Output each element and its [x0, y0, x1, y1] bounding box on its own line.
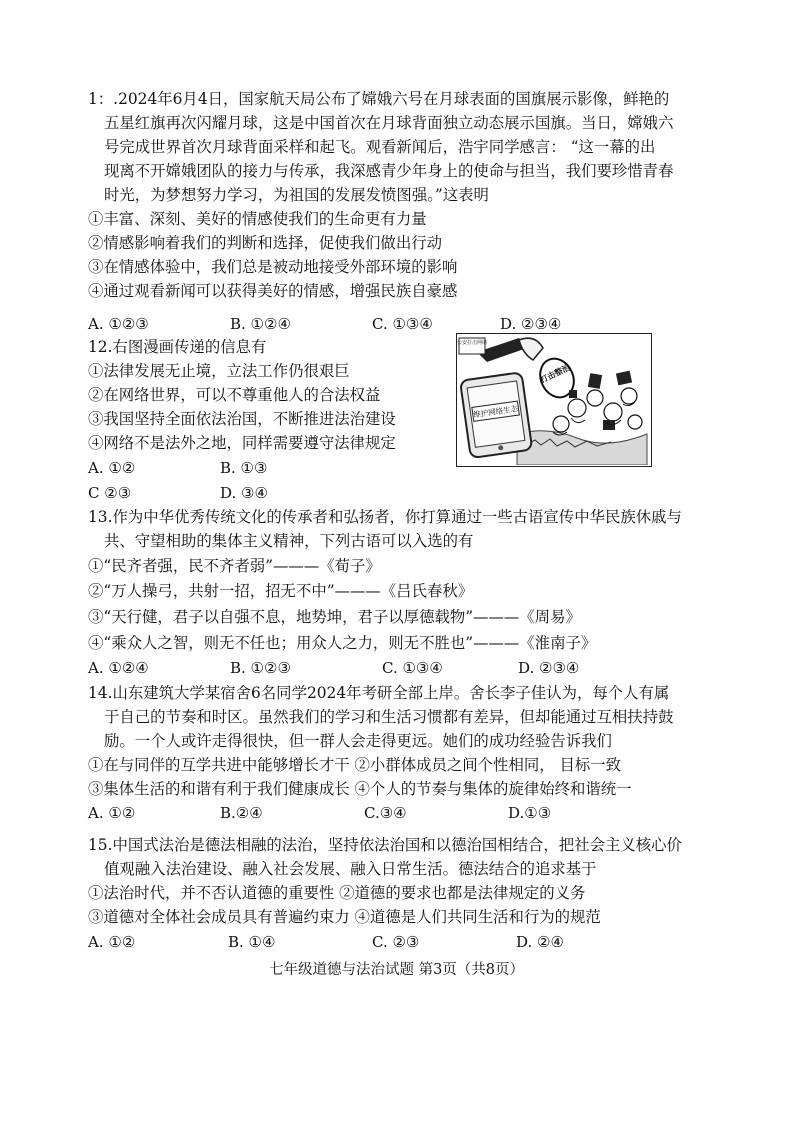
cartoon-drawing [457, 334, 650, 465]
q12-option-b: B. ①③ [220, 459, 268, 477]
q15-option-a: A. ①② [88, 933, 136, 951]
q11-stem-line: 五星红旗再次闪耀月球，这是中国首次在月球背面独立动态展示国旗。当日，嫦娥六 [104, 114, 674, 132]
q14-option-a: A. ①② [88, 804, 136, 822]
q13-stem-line: 共、守望相助的集体主义精神，下列古语可以入选的有 [104, 532, 474, 550]
q11-statement: ③在情感体验中，我们总是被动地接受外部环境的影响 [88, 258, 458, 276]
q15-stem-line: 值观融入法治建设、融入社会发展、融入日常生活。德法结合的追求基于 [104, 860, 597, 878]
q13-option-a: A. ①②④ [88, 659, 149, 677]
q11-statement: ④通过观看新闻可以获得美好的情感，增强民族自豪感 [88, 282, 458, 300]
q13-statement: ④“乘众人之智，则无不任也；用众人之力，则无不胜也”———《淮南子》 [88, 634, 597, 652]
q12-statement: ①法律发展无止境，立法工作仍很艰巨 [88, 362, 350, 380]
q14-option-b: B.②④ [220, 804, 263, 822]
q14-stem-line: 14.山东建筑大学某宿舍6名同学2024年考研全部上岸。舍长李子佳认为，每个人有属 [88, 684, 670, 702]
q12-statement: ③我国坚持全面依法治国，不断推进法治建设 [88, 410, 396, 428]
q12-statement: ④网络不是法外之地，同样需要遵守法律规定 [88, 434, 396, 452]
q14-option-c: C.③④ [364, 804, 407, 822]
q11-stem-line: 1：.2024年6月4日，国家航天局公布了嫦娥六号在月球表面的国旗展示影像，鲜艳的 [88, 90, 670, 108]
cartoon-stamp-label: 打击整治 [538, 363, 572, 385]
q13-option-b: B. ①②③ [230, 659, 291, 677]
q13-option-d: D. ②③④ [518, 659, 580, 677]
q11-option-b: B. ①②④ [230, 315, 291, 333]
q11-stem-line: 时光，为梦想努力学习，为祖国的发展发愤图强。”这表明 [104, 186, 489, 204]
page-footer: 七年级道德与法治试题 第3页（共8页） [268, 962, 525, 978]
q15-option-b: B. ①④ [228, 933, 276, 951]
q11-statement: ②情感影响着我们的判断和选择，促使我们做出行动 [88, 234, 442, 252]
q13-option-c: C. ①③④ [382, 659, 443, 677]
cartoon-illustration [456, 333, 652, 467]
q13-stem-line: 13.作为中华优秀传统文化的传承者和弘扬者，你打算通过一些古语宣传中华民族休戚与 [88, 508, 682, 526]
q13-statement: ③“天行健，君子以自强不息，地势坤，君子以厚德载物”———《周易》 [88, 608, 581, 626]
q12-option-d: D. ③④ [220, 484, 268, 502]
q14-stem-line: 于自己的节奏和时区。虽然我们的学习和生活习惯都有差异，但却能通过互相扶持鼓 [104, 708, 674, 726]
q13-statement: ①“民齐者强，民不齐者弱”———《荀子》 [88, 557, 381, 575]
q12-option-c: C ②③ [88, 484, 132, 502]
q11-stem-line: 现离不开嫦娥团队的接力与传承，我深感青少年身上的使命与担当，我们要珍惜青春 [104, 162, 674, 180]
q11-option-d: D. ②③④ [500, 315, 562, 333]
q11-option-c: C. ①③④ [372, 315, 433, 333]
q11-stem-line: 号完成世界首次月球背面采样和起飞。观看新闻后，浩宇同学感言： “这一幕的出 [104, 138, 656, 156]
cartoon-tag-label: 公安打击网络 [457, 340, 488, 346]
q15-stem-line: 15.中国式法治是德法相融的法治，坚持依法治国和以德治国相结合，把社会主义核心价 [88, 836, 682, 854]
q12-statement: ②在网络世界，可以不尊重他人的合法权益 [88, 386, 381, 404]
q15-statement-row: ①法治时代，并不否认道德的重要性 ②道德的要求也都是法律规定的义务 [88, 884, 586, 902]
q13-statement: ②“万人操弓，共射一招，招无不中”———《吕氏春秋》 [88, 582, 474, 600]
q12-option-a: A. ①② [88, 459, 136, 477]
q11-option-a: A. ①②③ [88, 315, 149, 333]
q15-option-d: D. ②④ [516, 933, 564, 951]
q12-stem: 12.右图漫画传递的信息有 [88, 338, 267, 356]
q14-statement-row: ①在与同伴的互学共进中能够增长才干 ②小群体成员之间个性相同， 目标一致 [88, 756, 622, 774]
q14-statement-row: ③集体生活的和谐有利于我们健康成长 ④个人的节奏与集体的旋律始终和谐统一 [88, 780, 632, 798]
q11-statement: ①丰富、深刻、美好的情感使我们的生命更有力量 [88, 210, 427, 228]
q15-statement-row: ③道德对全体社会成员具有普遍约束力 ④道德是人们共同生活和行为的规范 [88, 908, 601, 926]
cartoon-screen-label: 维护网络生态 [472, 404, 519, 420]
q14-stem-line: 励。一个人或许走得很快，但一群人会走得更远。她们的成功经验告诉我们 [104, 732, 612, 750]
q15-option-c: C. ②③ [372, 933, 420, 951]
q14-option-d: D.①③ [508, 804, 552, 822]
